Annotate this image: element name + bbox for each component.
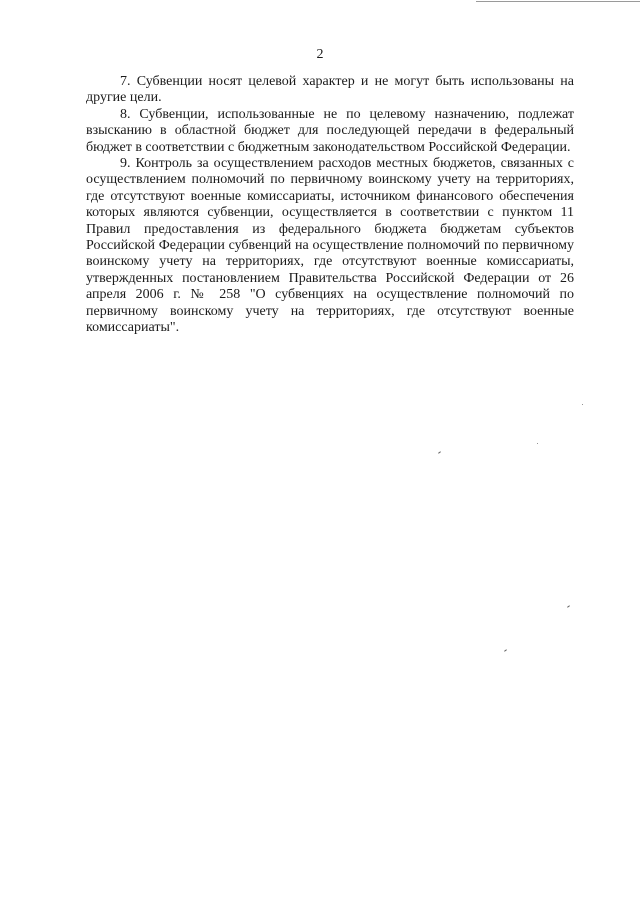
- paragraph-7: 7. Субвенции носят целевой характер и не могут быть использованы на другие цели.: [86, 74, 574, 106]
- page-number: 2: [316, 47, 324, 62]
- scan-speck: [582, 404, 583, 405]
- scan-speck: [438, 451, 441, 454]
- top-border-line: [476, 1, 640, 2]
- scan-speck: [537, 443, 538, 444]
- scan-speck: [567, 605, 570, 608]
- document-body: [86, 74, 574, 337]
- scan-speck: [504, 649, 507, 652]
- paragraph-9: 9. Контроль за осуществлением расходов местных бюджетов, связанных с осуществлением полномочий по первичному воинскому учету на территориях, где отсутствуют военные комиссариаты, источником финансового обеспечения которых являются субвенции, осуществляется в соответствии с пунктом 11 Правил предоставления из федерального бюджета бюджетам субъектов Российской Федерации субвенций на осуществление полномочий по первичному воинскому учету на территориях, где отсутствуют военные комиссариаты, утвержденных постановлением Правительства Российской Федерации от 26 апреля 2006 г. № 258 "О субвенциях на осуществление полномочий по первичному воинскому учету на территориях, где отсутствуют военные комиссариаты".: [86, 156, 574, 336]
- paragraph-8: 8. Субвенции, использованные не по целевому назначению, подлежат взысканию в областной бюджет для последующей передачи в федеральный бюджет в соответствии с бюджетным законодательством Российской Федерации.: [86, 106, 574, 155]
